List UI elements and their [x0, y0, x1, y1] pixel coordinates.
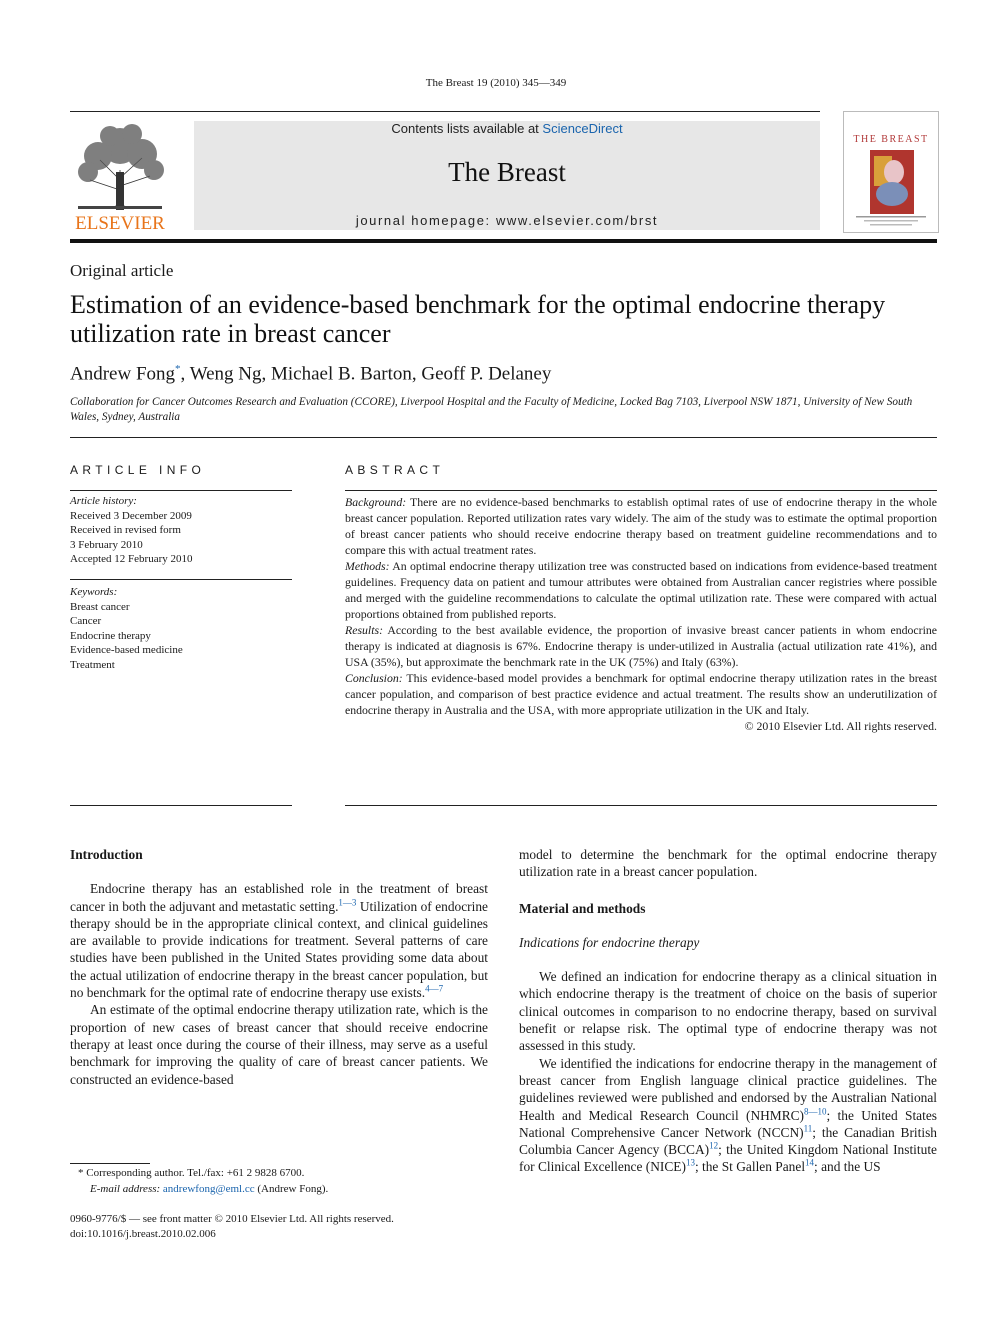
keyword: Breast cancer — [70, 600, 130, 613]
left-column — [70, 846, 488, 1088]
introduction-heading: Introduction — [70, 847, 143, 862]
abstract-results — [345, 622, 937, 670]
p2-text-a: We identified the indications for endocrine therapy in the management of breast cancer from English language clinical practice guidelines. The guidelines reviewed were published and endorsed by the Australian National Health and Medical Research Council (NHMRC) — [519, 1055, 937, 1123]
conclusion-text: This evidence-based model provides a benchmark for optimal endocrine therapy utilization rates in the breast cancer population, and comparison of best practice evidence and actual treatment. The results show an underutilization of endocrine therapy in Australia and the USA, with more appropriate utilization in the UK and Italy. — [345, 671, 937, 717]
article-info-rule-top — [70, 490, 292, 491]
journal-homepage[interactable]: journal homepage: www.elsevier.com/brst — [355, 213, 659, 228]
abstract-heading: ABSTRACT — [345, 463, 445, 477]
right-paragraph-0: model to determine the benchmark for the optimal endocrine therapy utilization rate in a breast cancer population. — [519, 847, 937, 880]
results-label: Results: — [345, 623, 384, 637]
contents-prefix: Contents lists available at — [391, 121, 543, 136]
abstract-rule-bottom — [345, 805, 937, 806]
journal-banner — [194, 121, 820, 230]
issn-line: 0960-9776/$ — see front matter © 2010 Elsevier Ltd. All rights reserved. — [70, 1213, 394, 1225]
keyword: Treatment — [70, 658, 115, 671]
corresponding-line — [70, 1166, 490, 1182]
journal-title: The Breast — [448, 157, 566, 187]
conclusion-label: Conclusion: — [345, 671, 403, 685]
history-label: Article history: — [70, 495, 137, 507]
header-thick-rule — [70, 239, 937, 243]
footnote-rule — [70, 1163, 150, 1164]
keyword: Endocrine therapy — [70, 629, 151, 642]
methods-heading: Material and methods — [519, 900, 646, 916]
email-line — [70, 1182, 490, 1198]
corresponding-footnote — [70, 1166, 490, 1197]
sciencedirect-link[interactable]: ScienceDirect — [542, 121, 623, 136]
abstract-text — [345, 494, 937, 734]
title-rule — [70, 437, 937, 438]
methods-text: An optimal endocrine therapy utilization tree was constructed based on indications from evidence-based treatment guidelines. Frequency data on patient and tumour attributes were obtained from Australian cancer registries where possible and merged with the guideline recommendations to calculate the optimal utilization rate. These were compared with actual proportions obtained from published reports. — [345, 559, 937, 621]
reference-link[interactable]: 4—7 — [425, 983, 444, 994]
history-item: Accepted 12 February 2010 — [70, 553, 193, 566]
elsevier-logo[interactable] — [70, 120, 170, 232]
p2-text-d: ; the United Kingdom National Institute for Clinical Excellence (NICE) — [519, 1142, 937, 1175]
elsevier-wordmark: ELSEVIER — [75, 213, 165, 232]
affiliation: Collaboration for Cancer Outcomes Research and Evaluation (CCORE), Liverpool Hospital and the Faculty of Medicine, Locked Bag 7103, Liverpool NSW 1871, University of New South Wales, Sydney, Australia — [70, 396, 913, 423]
journal-cover[interactable] — [843, 111, 939, 233]
author-first: Andrew Fong — [70, 363, 176, 385]
keywords — [70, 585, 292, 673]
authors-rest: , Weng Ng, Michael B. Barton, Geoff P. Delaney — [180, 363, 552, 385]
p2-text-e: ; the St Gallen Panel — [694, 1159, 806, 1175]
corresponding-author-link[interactable]: * — [175, 363, 181, 375]
results-text: According to the best available evidence, the proportion of invasive breast cancer patients in whom endocrine therapy is indicated at diagnosis is 67%. Endocrine therapy is under-utilized in Australia (actual utilization rate 41%), and USA (35%), but approximate the benchmark rate in the UK (75%) and Italy (63%). — [345, 623, 937, 669]
email-owner: (Andrew Fong). — [254, 1182, 329, 1195]
article-title: Estimation of an evidence-based benchmark for the optimal endocrine therapy utilization rate in breast cancer — [70, 290, 886, 348]
article-info-rule-mid — [70, 579, 292, 580]
reference-link[interactable]: 1—3 — [338, 897, 357, 908]
methods-label: Methods: — [345, 559, 390, 573]
intro-paragraph-1 — [70, 880, 488, 1001]
contents-line — [194, 121, 820, 136]
history-item: Received in revised form — [70, 524, 181, 537]
abstract-methods — [345, 558, 937, 622]
p2-text-f: ; and the US — [814, 1159, 881, 1175]
cover-image — [844, 112, 938, 232]
issn-doi — [70, 1212, 490, 1241]
article-history — [70, 494, 292, 567]
abstract-conclusion — [345, 670, 937, 718]
doi-line[interactable]: doi:10.1016/j.breast.2010.02.006 — [70, 1227, 216, 1240]
history-item: Received 3 December 2009 — [70, 509, 192, 522]
history-item: 3 February 2010 — [70, 538, 143, 551]
reference-link[interactable]: 14 — [805, 1157, 815, 1168]
header-divider — [70, 111, 820, 112]
abstract-rule-top — [345, 490, 937, 491]
footnote-mark: * — [78, 1167, 84, 1179]
journal-citation: The Breast 19 (2010) 345—349 — [425, 77, 567, 89]
intro-p1-text-b: Utilization of endocrine therapy should be in the appropriate clinical context, and clinical guidelines are available to provide indications for treatment. Several patterns of care studies have been published in the United States providing some data about the actual utilization of endocrine therapy in the breast cancer population, but no benchmark for the optimal rate of endocrine therapy use exists. — [70, 898, 488, 1001]
keyword: Evidence-based medicine — [70, 644, 183, 657]
background-label: Background: — [345, 495, 407, 509]
author-list — [70, 363, 551, 385]
reference-link[interactable]: 11 — [803, 1123, 813, 1134]
cover-title: THE BREAST — [853, 134, 929, 145]
reference-link[interactable]: 8—10 — [804, 1106, 827, 1117]
elsevier-tree-icon — [70, 120, 170, 232]
background-text: There are no evidence-based benchmarks to establish optimal rates of use of endocrine therapy in the whole breast cancer population. Reported utilization rates vary widely. The aim of the study was to estimate the optimal proportion of breast cancer patients who should receive endocrine therapy based on treatment guideline recommendations and to compare this with actual treatment rates. — [345, 495, 937, 557]
keywords-label: Keywords: — [70, 586, 118, 598]
intro-paragraph-2: An estimate of the optimal endocrine therapy utilization rate, which is the proportion of new cases of breast cancer that should receive endocrine therapy at least once during the course of their illness, may serve as a useful benchmark for improving the quality of care of breast cancer patients. We constructed an evidence-based — [70, 1002, 488, 1087]
p2-text-b: ; the United States National Comprehensive Cancer Network (NCCN) — [519, 1107, 937, 1140]
right-paragraph-2 — [519, 1055, 937, 1176]
right-paragraph-1: We defined an indication for endocrine therapy as a clinical situation in which endocrine therapy is the treatment of choice on the basis of superior clinical outcomes in comparison to no endocrine therapy, based on survival benefit or relapse risk. The optimal type of endocrine therapy was not assessed in this study. — [519, 969, 937, 1054]
email-label: E-mail address: — [90, 1182, 161, 1195]
keyword: Cancer — [70, 615, 102, 628]
abstract-copyright: © 2010 Elsevier Ltd. All rights reserved. — [744, 719, 937, 733]
email-link[interactable]: andrewfong@eml.cc — [162, 1182, 255, 1195]
article-type: Original article — [70, 261, 174, 280]
article-info-heading: ARTICLE INFO — [70, 463, 206, 477]
intro-p1-text-a: Endocrine therapy has an established role in the treatment of breast cancer in both the adjuvant and metastatic setting. — [70, 881, 488, 914]
indications-subheading: Indications for endocrine therapy — [519, 934, 700, 950]
article-info-rule-bottom — [70, 805, 292, 806]
corresponding-text: Corresponding author. Tel./fax: +61 2 9828 6700. — [83, 1167, 305, 1179]
reference-link[interactable]: 12 — [709, 1140, 719, 1151]
right-column — [519, 846, 937, 1176]
abstract-background — [345, 494, 937, 558]
p2-text-c: ; the Canadian British Columbia Cancer Agency (BCCA) — [519, 1124, 937, 1158]
reference-link[interactable]: 13 — [685, 1157, 695, 1168]
